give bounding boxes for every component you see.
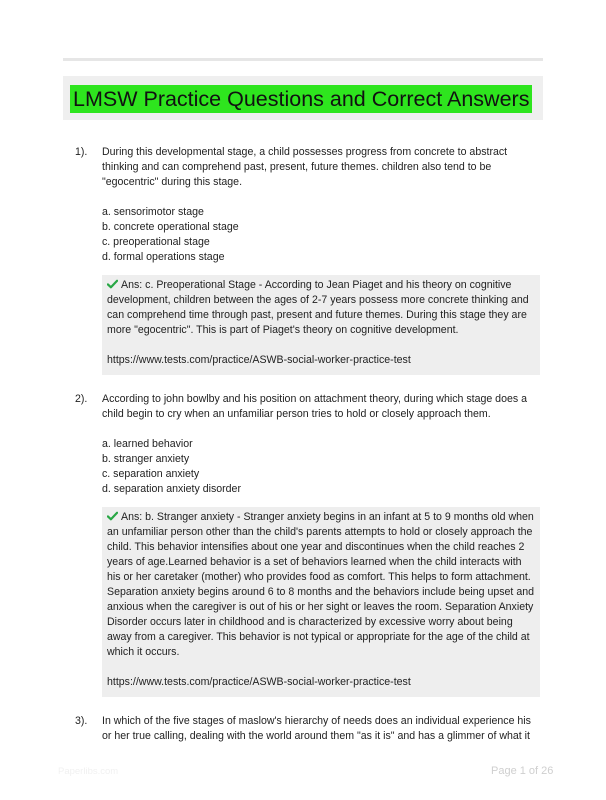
option-a: a. sensorimotor stage [102,206,204,218]
option-a: a. learned behavior [102,438,193,450]
question-number: 3). [75,715,88,727]
document-title: LMSW Practice Questions and Correct Answers [70,85,532,113]
watermark-text: Paperlibs.com [58,766,119,777]
question-text: During this developmental stage, a child possesses progress from concrete to abstract thinking and can comprehend past, present, future themes. children also tend to be "egocentric" during this stage. [102,146,508,188]
option-d: d. separation anxiety disorder [102,483,241,495]
question-number: 2). [75,393,88,405]
question-3 [75,714,540,744]
check-icon [107,511,118,521]
option-b: b. stranger anxiety [102,453,190,465]
page-number: Page 1 of 26 [491,765,554,777]
top-divider [63,58,543,61]
option-list [102,437,540,497]
option-d: d. formal operations stage [102,251,225,263]
answer-text: Ans: b. Stranger anxiety - Stranger anxiety begins in an infant at 5 to 9 months old when an unfamiliar person other than the child's parents attempts to hold or closely approach the child. This behavior intensifies about one year and discontinues when the child reaches 2 years of age.Learned behavior is a set of behaviors learned when the child interacts with his or her caretaker (mother) who provides food as comfort. This helps to form attachment. Separation anxiety begins around 6 to 8 months and the behaviors include being upset and anxious when the caregiver is out of his or her sight or leaves the room. Separation Anxiety Disorder occurs later in childhood and is characterized by excessive worry about being away from a caregiver. This behavior is not typical or appropriate for the age of the child at which it occurs. [107,511,534,658]
question-text: In which of the five stages of maslow's hierarchy of needs does an individual experience his or her true calling, dealing with the world around them "as it is" and has a glimmer of what it [102,715,531,742]
option-list [102,205,540,265]
answer-box [102,507,540,697]
source-url: https://www.tests.com/practice/ASWB-social-worker-practice-test [107,354,411,366]
option-c: c. separation anxiety [102,468,200,480]
answer-text: Ans: c. Preoperational Stage - According to Jean Piaget and his theory on cognitive development, children between the ages of 2-7 years possess more concrete thinking and can comprehend time through past, present and future themes. During this stage they are more "egocentric". This is part of Piaget's theory on cognitive development. [107,279,529,336]
answer-box [102,275,540,375]
source-url: https://www.tests.com/practice/ASWB-social-worker-practice-test [107,676,411,688]
question-number: 1). [75,146,88,158]
question-1 [75,145,540,375]
check-icon [107,279,118,289]
option-c: c. preoperational stage [102,236,210,248]
question-text: According to john bowlby and his position on attachment theory, during which stage does a child begin to cry when an unfamiliar person tries to hold or closely approach them. [102,393,527,420]
question-2 [75,392,540,697]
option-b: b. concrete operational stage [102,221,239,233]
